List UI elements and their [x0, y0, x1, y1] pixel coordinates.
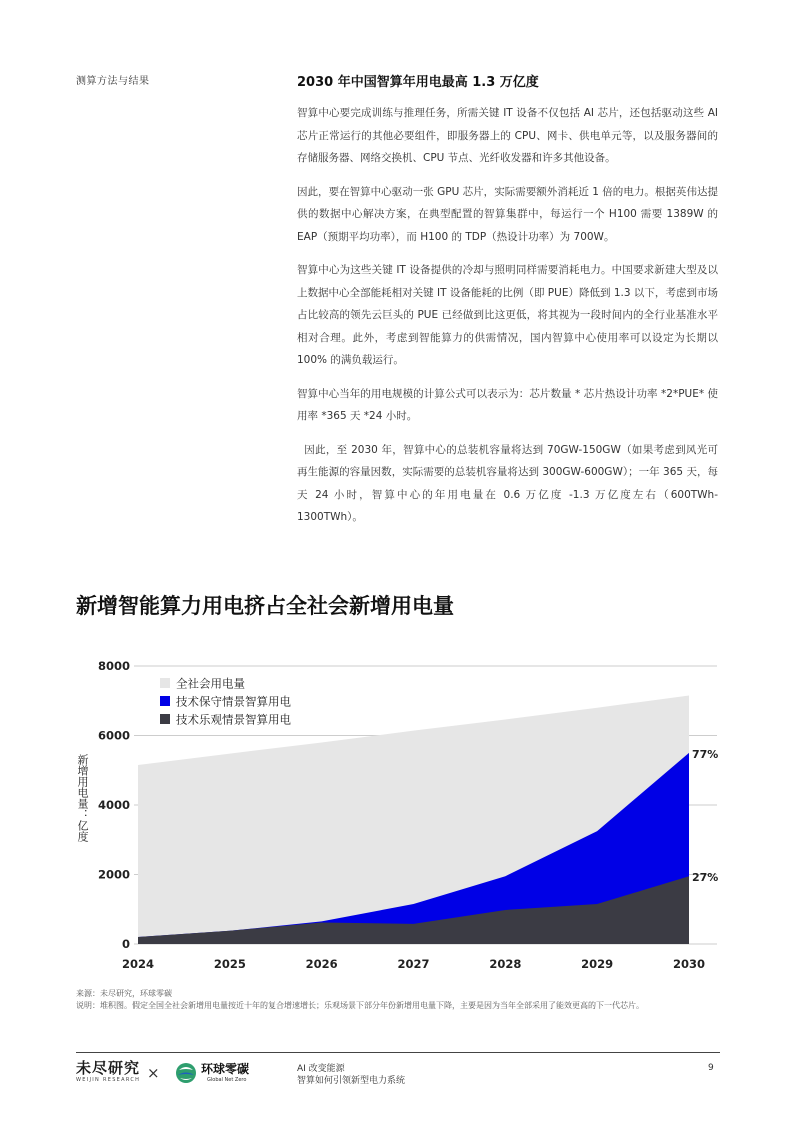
global-net-zero-logo: [201, 1062, 249, 1083]
footer-document-title: [297, 1063, 405, 1087]
article-paragraph-2: 因此，要在智算中心驱动一张 GPU 芯片，实际需要额外消耗近 1 倍的电力。根据英伟达提供的数据中心解决方案，在典型配置的智算集群中，每运行一个 H100 需要 1389W 的 EAP（预期平均功率），而 H100 的 TDP（热设计功率）为 700W。: [297, 185, 718, 243]
legend-swatch-3: [160, 714, 170, 724]
x-tick-label-2030: 2030: [672, 957, 706, 971]
x-tick-label-2027: 2027: [397, 957, 430, 971]
y-tick-label-6000: 6000: [97, 728, 130, 743]
weijin-research-logo: [76, 1060, 144, 1088]
x-tick-label-2028: 2028: [489, 957, 522, 971]
legend-label-1: 全社会用电量: [176, 676, 245, 691]
chart-notes: [76, 988, 720, 1011]
global-net-zero-logo-icon: [175, 1062, 197, 1084]
section-label: 测算方法与结果: [76, 76, 150, 87]
legend-label-2: 技术保守情景智算用电: [176, 694, 291, 709]
article-paragraph-1: 智算中心要完成训练与推理任务，所需关键 IT 设备不仅包括 AI 芯片，还包括驱动这些 AI 芯片正常运行的其他必要组件，即服务器上的 CPU、网卡、供电单元等，以及服务器间的存储服务器、网络交换机、CPU 节点、光纤收发器和许多其他设备。: [297, 107, 718, 164]
weijin-logo-subtext: WEIJIN RESEARCH: [76, 1077, 141, 1083]
y-tick-label-4000: 4000: [97, 798, 130, 812]
legend-label-3: 技术乐观情景智算用电: [176, 712, 291, 727]
article: [297, 71, 718, 540]
stacked-area-chart: [72, 650, 732, 980]
explanation-note: 说明：堆积图。假定全国全社会新增用电量按近十年的复合增速增长；乐观场景下部分年份新增用电量下降，主要是因为当年全部采用了能效更高的下一代芯片。: [76, 1000, 644, 1010]
chart-title: 新增智能算力用电挤占全社会新增用电量: [76, 594, 454, 618]
y-tick-label-2000: 2000: [97, 867, 130, 882]
source-note: 来源：未尽研究，环球零碳: [76, 989, 172, 998]
y-axis-title: 新增用电量：亿度: [76, 754, 89, 842]
annotation-label-1: 77%: [692, 747, 719, 761]
x-tick-label-2024: 2024: [121, 957, 155, 971]
x-tick-label-2029: 2029: [581, 957, 614, 971]
page-number: 9: [708, 1063, 714, 1073]
x-tick-label-2026: 2026: [305, 957, 338, 971]
collaboration-sign: ×: [147, 1064, 160, 1082]
annotation-label-2: 27%: [692, 871, 719, 885]
article-paragraph-5: 因此，至 2030 年，智算中心的总装机容量将达到 70GW-150GW（如果考虑到风光可再生能源的容量因数，实际需要的总装机容量将达到 300GW-600GW）；一年 365 天，每天 24 小时，智算中心的年用电量在 0.6 万亿度 -1.3 万亿度左右（600TWh-1300TWh）。: [297, 443, 718, 523]
article-paragraph-3: 智算中心为这些关键 IT 设备提供的冷却与照明同样需要消耗电力。中国要求新建大型及以上数据中心全部能耗相对关键 IT 设备能耗的比例（即 PUE）降低到 1.3 以下，考虑到市场占比较高的领先云巨头的 PUE 已经做到比这更低，将其视为一段时间内的全行业基准水平相对合理。此外，考虑到智能算力的供需情况，国内智算中心使用率可以设定为长期以 100% 的满负载运行。: [297, 264, 718, 366]
y-tick-label-0: 0: [121, 937, 130, 951]
y-tick-label-8000: 8000: [97, 659, 130, 673]
article-paragraph-4: 智算中心当年的用电规模的计算公式可以表示为：芯片数量 * 芯片热设计功率 *2*PUE* 使用率 *365 天 *24 小时。: [297, 387, 718, 422]
x-tick-label-2025: 2025: [213, 957, 246, 971]
footer-doc-title: AI 改变能源: [297, 1064, 345, 1074]
footer-divider: [76, 1052, 720, 1053]
global-net-zero-text: 环球零碳: [201, 1062, 250, 1076]
weijin-logo-text: 未尽研究: [76, 1059, 141, 1077]
footer-doc-subtitle: 智算如何引领新型电力系统: [297, 1076, 406, 1086]
legend-swatch-2: [160, 696, 170, 706]
article-heading: 2030 年中国智算年用电最高 1.3 万亿度: [297, 75, 539, 90]
global-net-zero-subtext: Global Net Zero: [207, 1077, 247, 1083]
legend-swatch-1: [160, 678, 170, 688]
